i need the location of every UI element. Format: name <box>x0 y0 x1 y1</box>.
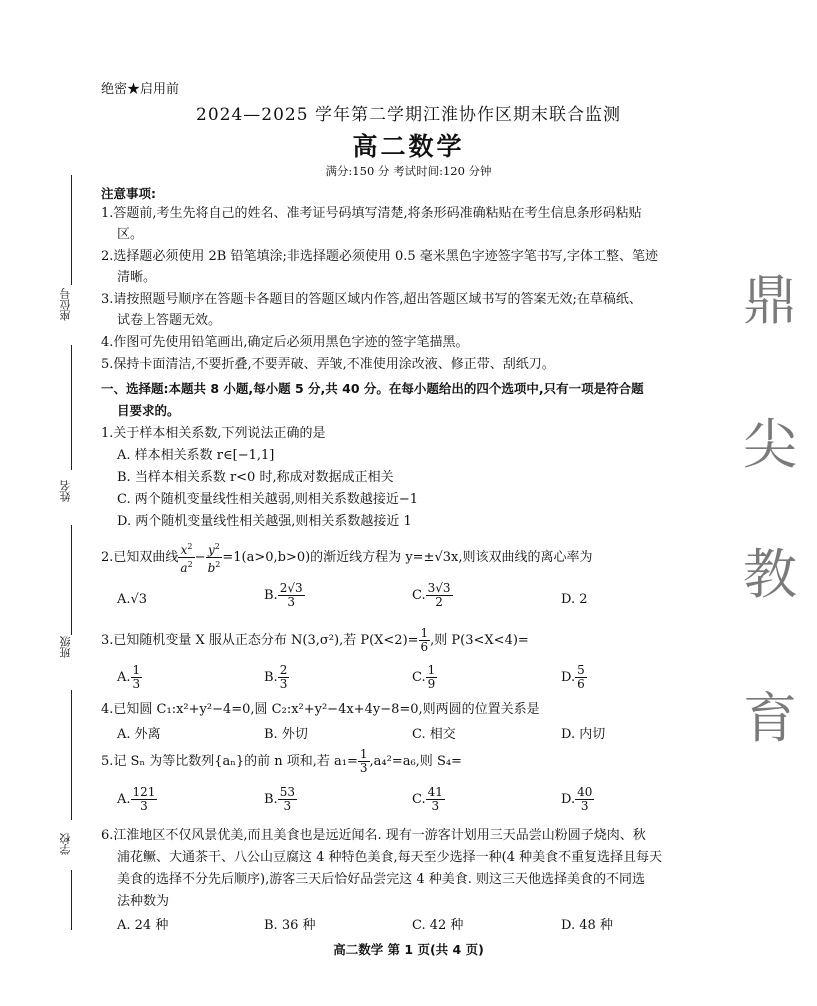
q3-option-c-fraction <box>426 664 438 691</box>
exam-title: 2024—2025 学年第二学期江淮协作区期末联合监测 <box>196 105 621 125</box>
q5-stem-num: 1 <box>359 747 368 761</box>
q2-option-d: D. 2 <box>561 592 588 607</box>
q2-option-a: A.√3 <box>117 592 148 607</box>
q3-stem-num: 1 <box>420 626 429 640</box>
q5-option-a-den: 3 <box>140 799 148 813</box>
q6-option-d: D. 48 种 <box>561 918 613 933</box>
note-1-line-1: 1.答题前,考生先将自己的姓名、准考证号码填写清楚,将条形码准确粘贴在考生信息条形码粘贴 <box>101 206 642 221</box>
q5-option-b-fraction <box>278 786 297 813</box>
note-3-line-1: 3.请按照题号顺序在答题卡各题目的答题区域内作答,超出答题区域书写的答案无效;在草稿纸、 <box>101 292 642 307</box>
q2-option-c <box>412 582 453 609</box>
q6-line-1: 6.江淮地区不仅风景优美,而且美食也是远近闻名. 现有一游客计划用三天品尝山粉圆子烧肉、秋 <box>101 828 646 843</box>
q3-option-c-den: 9 <box>427 677 436 691</box>
q3-option-a-label: A. <box>117 670 131 685</box>
q5-option-a-num: 121 <box>132 785 156 799</box>
q2-option-b-num: 2√3 <box>279 581 303 595</box>
watermark-char: 育 <box>743 687 797 750</box>
q3-stem <box>101 627 529 654</box>
q2-option-b-den: 3 <box>287 595 295 609</box>
q3-option-a <box>117 664 142 691</box>
q6-line-3: 美食的选择不分先后顺序),游客三天后恰好品尝完这 4 种美食. 则这三天他选择美食的不同选 <box>117 872 646 887</box>
q5-option-d-num: 40 <box>577 785 593 799</box>
q3-option-b-num: 2 <box>279 663 288 677</box>
subject-title: 高二数学 <box>352 132 465 161</box>
q5-option-a-fraction <box>131 786 158 813</box>
sidebar-divider <box>71 345 72 470</box>
sidebar-seat-label: 座位号 <box>59 288 72 321</box>
q3-option-b-label: B. <box>264 670 278 685</box>
q3-stem-suffix: ,则 P(3<X<4)= <box>430 633 529 648</box>
sidebar-class-label: 班级 <box>59 636 72 658</box>
q1-option-b: B. 当样本相关系数 r<0 时,称成对数据成正相关 <box>117 470 394 485</box>
q3-option-a-fraction <box>131 664 143 691</box>
q3-option-a-den: 3 <box>132 677 141 691</box>
q2-option-c-den: 2 <box>435 595 443 609</box>
q5-option-c-num: 41 <box>427 785 443 799</box>
q3-option-d-den: 6 <box>577 677 585 691</box>
q4-option-a: A. 外离 <box>117 727 161 742</box>
q2-x2-over-a2: $\frac{x^2}{a^2}$ <box>180 542 193 575</box>
q2-option-b-label: B. <box>264 588 278 603</box>
sidebar-divider <box>71 525 72 635</box>
q6-option-c: C. 42 种 <box>412 918 464 933</box>
q5-option-a <box>117 786 157 813</box>
q6-line-4: 法种数为 <box>117 894 170 909</box>
q2-stem-prefix: 2.已知双曲线 <box>101 550 179 565</box>
q5-option-b-num: 53 <box>279 785 295 799</box>
q4-option-b: B. 外切 <box>264 727 308 742</box>
q5-stem-suffix: ,a₄²=a₆,则 S₄= <box>369 754 462 769</box>
watermark-char: 尖 <box>743 413 797 476</box>
q3-option-d-label: D. <box>561 670 576 685</box>
section-1-line-2: 目要求的。 <box>117 403 180 418</box>
q3-option-a-num: 1 <box>132 663 141 677</box>
q5-option-c-label: C. <box>412 792 426 807</box>
q5-stem-fraction <box>358 748 370 775</box>
q6-line-2: 浦花鳜、大通茶干、八公山豆腐这 4 种特色美食,每天至少选择一种(4 种美食不重复选择且每天 <box>117 850 663 865</box>
q3-stem-prefix: 3.已知随机变量 X 服从正态分布 N(3,σ²),若 P(X<2)= <box>101 633 419 648</box>
q5-option-b <box>264 786 297 813</box>
q5-option-d-label: D. <box>561 792 576 807</box>
q1-stem: 1.关于样本相关系数,下列说法正确的是 <box>101 426 326 441</box>
note-4: 4.作图可先使用铅笔画出,确定后必须用黑色字迹的签字笔描黑。 <box>101 335 469 350</box>
q2-option-b-fraction <box>278 582 305 609</box>
watermark-char: 教 <box>743 543 797 606</box>
sidebar-divider <box>71 870 72 930</box>
q5-option-c <box>412 786 445 813</box>
q4-option-c: C. 相交 <box>412 727 456 742</box>
note-2-line-2: 清晰。 <box>117 270 157 285</box>
q5-stem-den: 3 <box>359 761 368 775</box>
q4-option-d: D. 内切 <box>561 727 606 742</box>
q1-option-d: D. 两个随机变量线性相关越强,则相关系数越接近 1 <box>117 514 412 529</box>
q5-option-b-label: B. <box>264 792 278 807</box>
q2-stem-suffix: =1(a>0,b>0)的渐近线方程为 y=±√3x,则该双曲线的离心率为 <box>222 550 593 565</box>
q2-stem: 2.已知双曲线 $\frac{x^2}{a^2}$ − $\frac{y^2}{b^2}$ =1(a>0,b>0)的渐近线方程为 y=±√3x,则该双曲线的离心率为 <box>101 542 593 575</box>
q3-option-d-num: 5 <box>577 663 585 677</box>
notes-heading: 注意事项: <box>101 186 156 201</box>
q2-option-c-label: C. <box>412 588 426 603</box>
q3-option-d-fraction <box>575 664 587 691</box>
score-time-line: 满分:150 分 考试时间:120 分钟 <box>325 164 492 178</box>
q5-option-a-label: A. <box>117 792 131 807</box>
note-5: 5.保持卡面清洁,不要折叠,不要弄破、弄皱,不准使用涂改液、修正带、刮纸刀。 <box>101 357 555 372</box>
q1-option-c: C. 两个随机变量线性相关越弱,则相关系数越接近−1 <box>117 492 419 507</box>
q3-option-c <box>412 664 437 691</box>
section-1-line-1: 一、选择题:本题共 8 小题,每小题 5 分,共 40 分。在每小题给出的四个选项中,只有一项是符合题 <box>101 381 644 396</box>
q5-stem-prefix: 5.记 Sₙ 为等比数列{aₙ}的前 n 项和,若 a₁= <box>101 754 358 769</box>
q4-stem: 4.已知圆 C₁:x²+y²−4=0,圆 C₂:x²+y²−4x+4y−8=0,则两圆的位置关系是 <box>101 702 540 717</box>
q2-option-c-fraction <box>426 582 453 609</box>
q2-y2-over-b2: $\frac{y^2}{b^2}$ <box>207 542 221 575</box>
sidebar-school-label: 学校 <box>59 833 72 855</box>
note-2-line-1: 2.选择题必须使用 2B 铅笔填涂;非选择题必须使用 0.5 毫米黑色字迹签字笔书写,字体工整、笔迹 <box>101 249 658 264</box>
sidebar-name-label: 姓名 <box>59 480 72 502</box>
sidebar-divider <box>71 690 72 820</box>
confidential-label: 绝密★启用前 <box>101 82 180 97</box>
q3-stem-den: 6 <box>420 640 429 654</box>
q5-option-d-fraction <box>575 786 594 813</box>
watermark-char: 鼎 <box>743 269 797 332</box>
q3-option-c-num: 1 <box>427 663 436 677</box>
q3-option-b-den: 3 <box>279 677 288 691</box>
q3-option-b <box>264 664 289 691</box>
q5-option-d-den: 3 <box>580 799 589 813</box>
page-footer: 高二数学 第 1 页(共 4 页) <box>333 942 484 957</box>
q6-option-a: A. 24 种 <box>117 918 169 933</box>
q3-option-b-fraction <box>278 664 290 691</box>
q5-stem <box>101 748 462 775</box>
q6-option-b: B. 36 种 <box>264 918 316 933</box>
q1-option-a: A. 样本相关系数 r∈[−1,1] <box>117 448 275 463</box>
q2-option-c-num: 3√3 <box>427 581 451 595</box>
note-3-line-2: 试卷上答题无效。 <box>117 313 222 328</box>
q3-option-d <box>561 664 587 691</box>
q2-option-b <box>264 582 305 609</box>
q5-option-d <box>561 786 594 813</box>
q5-option-c-fraction <box>426 786 445 813</box>
sidebar-divider <box>71 175 72 285</box>
q3-stem-fraction <box>419 627 431 654</box>
q3-option-c-label: C. <box>412 670 426 685</box>
q5-option-b-den: 3 <box>283 799 292 813</box>
note-1-line-2: 区。 <box>117 227 144 242</box>
q5-option-c-den: 3 <box>431 799 440 813</box>
